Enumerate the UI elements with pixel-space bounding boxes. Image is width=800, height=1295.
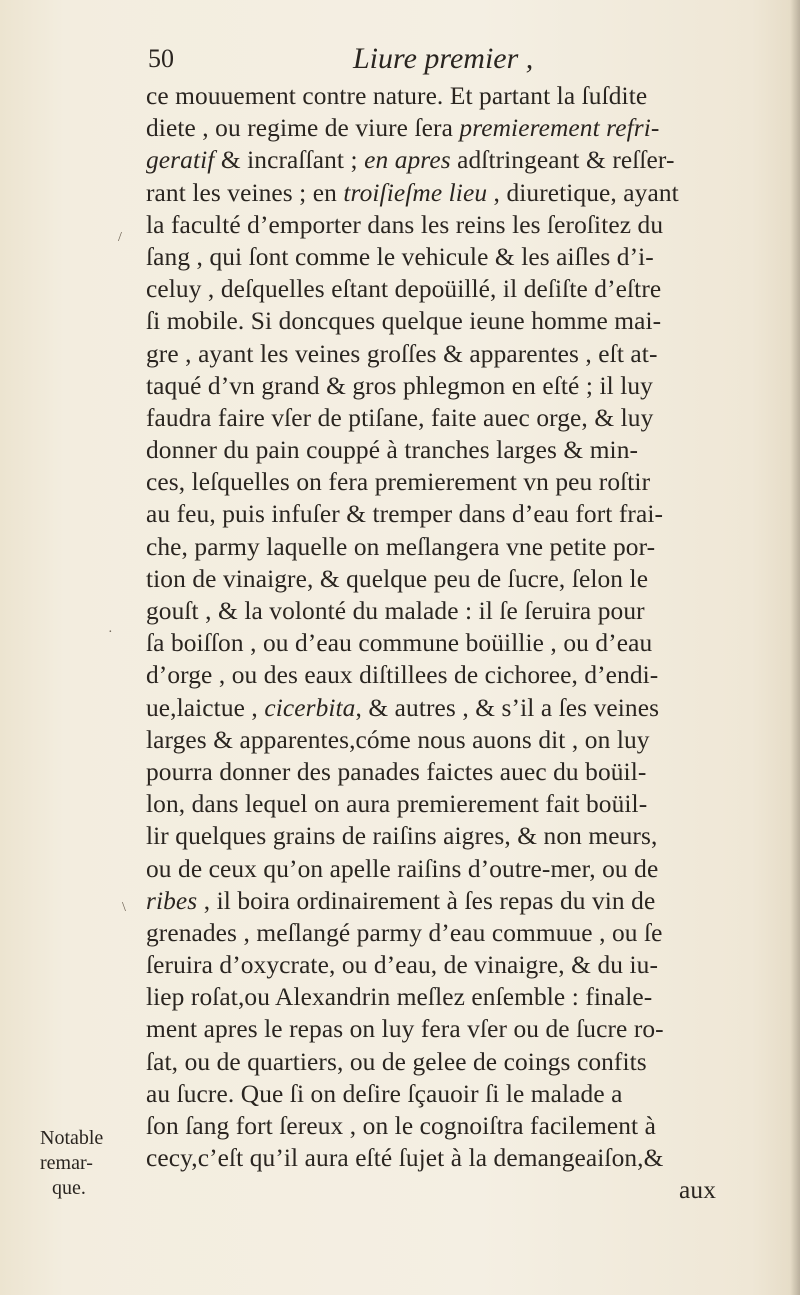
text-line [146, 820, 776, 852]
text-line [146, 402, 776, 434]
ink-speck: / [118, 230, 122, 245]
running-title: Liure premier , [353, 42, 534, 75]
text-line [146, 531, 776, 563]
text-line [146, 1046, 776, 1078]
page-edge-shadow [790, 0, 800, 1295]
text-segment: ſon ſang fort ſereux , on le cognoiſtra facilement à [146, 1112, 656, 1140]
text-line [146, 80, 776, 112]
text-line [146, 724, 776, 756]
text-segment: faudra faire vſer de ptiſane, faite auec orge, & luy [146, 403, 654, 432]
text-segment: rant les veines ; en [146, 178, 344, 207]
text-line [146, 949, 776, 981]
text-line [146, 659, 776, 691]
text-line [146, 241, 776, 273]
text-line [146, 177, 776, 209]
text-line [146, 853, 776, 885]
text-line [146, 563, 776, 595]
text-segment: , il boira ordinairement à ſes repas du vin de [197, 886, 656, 915]
catchword: aux [679, 1176, 716, 1205]
text-segment: grenades , meſlangé parmy d’eau commuue , ou ſe [146, 918, 663, 947]
text-line [146, 305, 776, 337]
text-segment: au feu, puis infuſer & tremper dans d’eau fort frai- [146, 500, 664, 529]
text-segment: d’orge , ou des eaux diſtillees de cichoree, d’endi- [146, 661, 659, 690]
text-line [146, 209, 776, 241]
text-line [146, 498, 776, 530]
text-segment: , diuretique, ayant [487, 178, 679, 207]
text-line [146, 1013, 776, 1045]
italic-text: en apres [364, 146, 451, 175]
text-line [146, 627, 776, 659]
text-line [146, 466, 776, 498]
running-head [148, 42, 648, 82]
text-line [146, 756, 776, 788]
marginal-note-line: remar- [40, 1152, 93, 1174]
text-segment: adſtringeant & reſſer- [450, 146, 675, 175]
text-segment: ces, leſquelles on fera premierement vn peu roſtir [146, 468, 651, 497]
text-segment: pourra donner des panades faictes auec du boüil- [146, 757, 647, 786]
italic-text: troiſieſme lieu [343, 178, 488, 207]
ink-speck: · [108, 625, 113, 640]
text-line [146, 885, 776, 917]
text-segment: celuy , deſquelles eſtant depoüillé, il deſiſte d’eſtre [146, 275, 662, 304]
text-line [146, 273, 776, 305]
marginal-note-line: Notable [40, 1127, 104, 1149]
page-number: 50 [148, 44, 174, 73]
text-segment: gouſt , & la volonté du malade : il ſe ſeruira pour [146, 597, 645, 625]
text-segment: au ſucre. Que ſi on deſire ſçauoir ſi le malade a [146, 1079, 623, 1108]
text-segment: la faculté d’emporter dans les reins les ſeroſitez du [146, 210, 664, 239]
text-segment: che, parmy laquelle on meſlangera vne petite por- [146, 532, 656, 561]
text-segment: ce mouuement contre nature. Et partant la ſuſdite [146, 82, 648, 110]
text-line [146, 917, 776, 949]
text-line [146, 1110, 776, 1142]
text-line [146, 692, 776, 724]
text-segment: ſa boiſſon , ou d’eau commune boüillie , ou d’eau [146, 629, 653, 658]
text-segment: cecy,c’eſt qu’il aura eſté ſujet à la demangeaiſon,& [146, 1144, 664, 1173]
text-segment: ou de ceux qu’on apelle raiſins d’outre-mer, ou de [146, 854, 659, 883]
text-segment: & incraſſant ; [214, 146, 365, 175]
text-segment: liep roſat,ou Alexandrin meſlez enſemble : finale- [146, 983, 653, 1012]
text-line [146, 1078, 776, 1110]
text-segment: ue,laictue , [146, 693, 265, 722]
text-segment: lon, dans lequel on aura premierement fait boüil- [146, 790, 648, 819]
text-segment: larges & apparentes,cóme nous auons dit , on luy [146, 725, 650, 754]
text-line [146, 112, 776, 144]
italic-text: cicerbita [264, 693, 356, 722]
text-line [146, 144, 776, 176]
text-line [146, 338, 776, 370]
text-segment: ſeruira d’oxycrate, ou d’eau, de vinaigre, & du iu- [146, 951, 659, 980]
text-line [146, 1142, 776, 1174]
text-line [146, 981, 776, 1013]
text-segment: donner du pain couppé à tranches larges & min- [146, 436, 639, 465]
text-segment: lir quelques grains de raiſins aigres, & non meurs, [146, 822, 658, 851]
text-line [146, 595, 776, 627]
text-segment: , & autres , & s’il a ſes veines [355, 693, 660, 722]
text-segment: ſi mobile. Si doncques quelque ieune homme mai- [146, 307, 662, 336]
text-segment: tion de vinaigre, & quelque peu de ſucre, ſelon le [146, 564, 649, 593]
text-segment: taqué d’vn grand & gros phlegmon en eſté ; il luy [146, 371, 653, 400]
text-segment: diete , ou regime de viure ſera [146, 114, 460, 143]
ink-speck: \ [122, 900, 126, 915]
text-line [146, 370, 776, 402]
text-line [146, 788, 776, 820]
marginal-note [40, 1126, 130, 1201]
body-text [146, 80, 776, 1207]
text-line [146, 434, 776, 466]
text-segment: ſat, ou de quartiers, ou de gelee de coings confits [146, 1047, 647, 1076]
marginal-note-line: que. [52, 1177, 86, 1199]
text-segment: ment apres le repas on luy fera vſer ou de ſucre ro- [146, 1015, 664, 1044]
italic-text: geratif [146, 146, 215, 175]
italic-text: ribes [146, 886, 198, 915]
text-segment: ſang , qui ſont comme le vehicule & les aiſles d’i- [146, 242, 654, 271]
text-segment: gre , ayant les veines groſſes & apparentes , eſt at- [146, 339, 658, 368]
italic-text: premierement refri- [459, 114, 660, 143]
